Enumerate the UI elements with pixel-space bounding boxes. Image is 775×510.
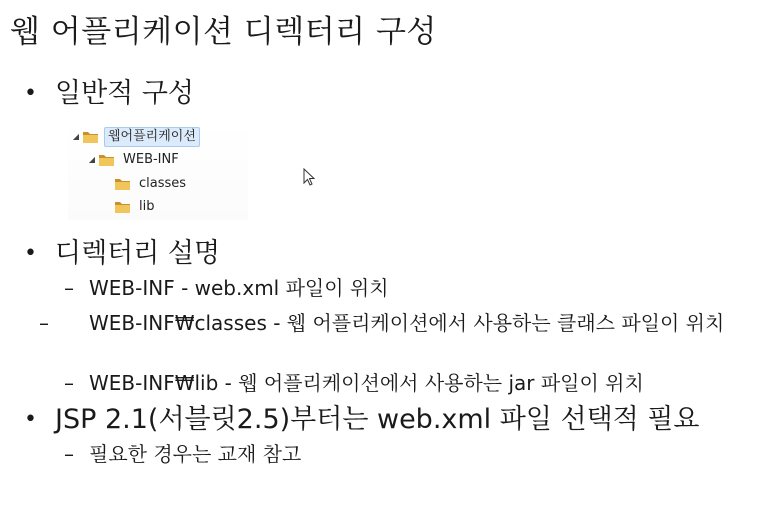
tree-item-classes[interactable] <box>102 173 189 195</box>
tree-item-label: WEB-INF <box>123 152 179 167</box>
sub-item-classes <box>39 310 769 336</box>
bullet-text: 일반적 구성 <box>55 78 194 109</box>
folder-icon <box>114 176 131 192</box>
bullet-marker: • <box>24 81 37 106</box>
sub-text: WEB-INF₩lib - 웹 어플리케이션에서 사용하는 jar 파일이 위치 <box>89 371 644 395</box>
expanded-arrow-icon[interactable]: ◢ <box>88 155 96 164</box>
expanded-arrow-icon[interactable]: ◢ <box>72 132 80 141</box>
folder-icon <box>114 199 131 215</box>
sub-marker: – <box>64 276 74 300</box>
tree-item-label: lib <box>139 199 155 214</box>
sub-marker: – <box>39 311 49 335</box>
folder-icon <box>82 129 99 145</box>
folder-icon <box>98 152 115 168</box>
sub-item-web-inf <box>64 275 389 301</box>
sub-marker: – <box>64 371 74 395</box>
tree-item-label: classes <box>139 176 187 191</box>
bullet-jsp-note <box>24 402 700 438</box>
bullet-general-structure <box>24 76 194 112</box>
sub-text: 필요한 경우는 교재 참고 <box>89 442 302 466</box>
folder-tree <box>68 122 248 220</box>
tree-item-label: 웹어플리케이션 <box>104 127 200 147</box>
tree-item-web-inf[interactable] <box>86 149 182 171</box>
tree-item-lib[interactable] <box>102 196 157 218</box>
sub-text: WEB-INF₩classes - 웹 어플리케이션에서 사용하는 클래스 파일이 위치 <box>89 311 725 335</box>
bullet-text: 디렉터리 설명 <box>55 238 221 269</box>
sub-item-reference <box>64 441 301 467</box>
tree-item-webapp[interactable] <box>70 126 200 148</box>
mouse-cursor-icon <box>303 168 317 188</box>
bullet-text: JSP 2.1(서블릿2.5)부터는 web.xml 파일 선택적 필요 <box>55 404 700 435</box>
sub-text: WEB-INF - web.xml 파일이 위치 <box>89 276 389 300</box>
bullet-directory-description <box>24 236 220 272</box>
sub-marker: – <box>64 442 74 466</box>
bullet-marker: • <box>24 241 37 266</box>
slide-title: 웹 어플리케이션 디렉터리 구성 <box>10 14 437 50</box>
sub-item-lib <box>64 370 644 396</box>
bullet-marker: • <box>24 407 37 432</box>
